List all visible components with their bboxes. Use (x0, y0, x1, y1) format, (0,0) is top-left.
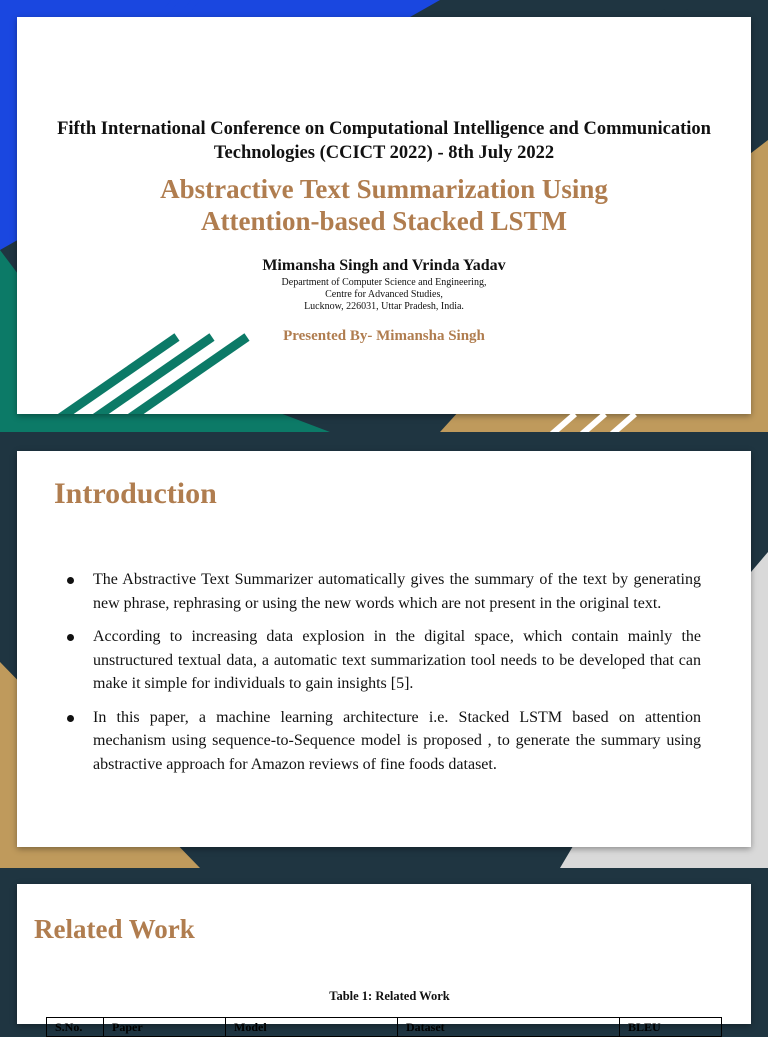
bullet-text: The Abstractive Text Summarizer automatically gives the summary of the text by generating new phrase, rephrasing or using the new words which are not present in the original text. (93, 571, 701, 612)
conference-name: Fifth International Conference on Computational Intelligence and Communication Technologies (CCICT 2022) - 8th July 2022 (57, 119, 711, 163)
title-card (17, 17, 751, 414)
bullet-icon (67, 634, 74, 641)
introduction-bullets (73, 568, 701, 786)
bullet-icon (67, 715, 74, 722)
paper-title-line2: Attention-based Stacked LSTM (200, 206, 568, 236)
affiliation-line3: Lucknow, 226031, Uttar Pradesh, India. (304, 301, 464, 312)
col-sno: S.No. (47, 1018, 104, 1037)
col-bleu: BLEU (620, 1018, 722, 1037)
related-work-heading: Related Work (34, 914, 195, 944)
introduction-heading: Introduction (54, 477, 217, 510)
related-work-table (46, 1017, 722, 1037)
col-dataset: Dataset (398, 1018, 620, 1037)
affiliation (17, 277, 751, 313)
list-item (73, 568, 701, 615)
authors: Mimansha Singh and Vrinda Yadav (262, 257, 506, 274)
list-item (73, 625, 701, 696)
title-slide (0, 0, 768, 432)
presented-by: Presented By- Mimansha Singh (283, 328, 485, 344)
paper-title (37, 173, 731, 237)
related-work-card (17, 884, 751, 1034)
bullet-text: In this paper, a machine learning architecture i.e. Stacked LSTM based on attention mechanism using sequence-to-Sequence model is proposed , to generate the summary using abstractive approach for Amazon reviews of fine foods dataset. (93, 708, 701, 773)
paper-title-line1: Abstractive Text Summarization Using (160, 174, 608, 204)
affiliation-line2: Centre for Advanced Studies, (325, 289, 443, 300)
col-model: Model (226, 1018, 398, 1037)
bullet-text: According to increasing data explosion in the digital space, which contain mainly the unstructured textual data, a automatic text summarization tool needs to be developed that can make it simple for individuals to gain insights [5]. (93, 628, 701, 692)
list-item (73, 706, 701, 777)
table-caption: Table 1: Related Work (329, 989, 450, 1003)
table-header-row (47, 1018, 722, 1037)
introduction-card (17, 451, 751, 847)
col-paper: Paper (104, 1018, 226, 1037)
affiliation-line1: Department of Computer Science and Engineering, (281, 277, 487, 288)
bullet-icon (67, 577, 74, 584)
